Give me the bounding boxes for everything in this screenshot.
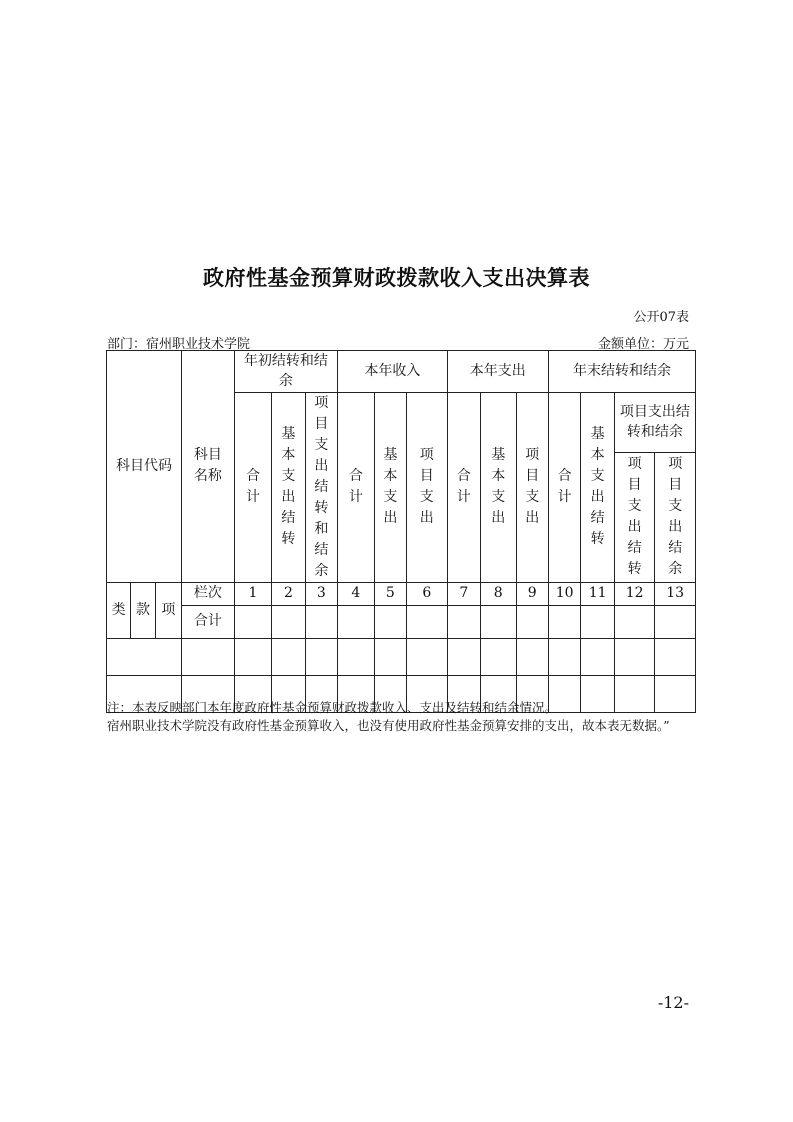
table-cell [182, 638, 235, 675]
expense-project-header: 项目支出 [516, 392, 548, 582]
expense-basic-header: 基本支出 [481, 392, 516, 582]
table-cell [516, 605, 548, 638]
income-basic-header: 基本支出 [374, 392, 406, 582]
income-project-header: 项目支出 [407, 392, 448, 582]
table-cell [234, 605, 272, 638]
table-cell [655, 638, 696, 675]
table-cell [234, 638, 272, 675]
table-note: 注：本表反映部门本年度政府性基金预算财政拨款收入、支出及结转和结余情况。 [107, 700, 558, 715]
col-number: 9 [516, 582, 548, 605]
table-cell [374, 605, 406, 638]
xiang-header: 项 [155, 582, 181, 638]
col-number: 5 [374, 582, 406, 605]
table-cell [655, 605, 696, 638]
col-number: 11 [581, 582, 614, 605]
table-cell [272, 605, 305, 638]
begin-total-header: 合计 [234, 392, 272, 582]
subject-code-header: 科目代码 [107, 351, 182, 583]
table-cell [548, 638, 580, 675]
table-cell [581, 605, 614, 638]
col-number: 4 [338, 582, 374, 605]
table-cell [407, 638, 448, 675]
col-number: 8 [481, 582, 516, 605]
col-number: 12 [614, 582, 655, 605]
table-number: 公开07表 [633, 310, 689, 325]
table-cell [407, 605, 448, 638]
end-project-balance-header: 项目支出结余 [655, 452, 696, 582]
kuan-header: 款 [131, 582, 155, 638]
table-cell [516, 638, 548, 675]
col-number: 1 [234, 582, 272, 605]
group-end-header: 年末结转和结余 [548, 351, 695, 393]
subject-name-header: 科目名称 [182, 351, 235, 583]
col-number: 2 [272, 582, 305, 605]
row-number-label: 栏次 [182, 582, 235, 605]
total-row-label: 合计 [182, 605, 235, 638]
begin-basic-transfer-header: 基本支出结转 [272, 392, 305, 582]
group-begin-header: 年初结转和结余 [234, 351, 337, 393]
group-income-header: 本年收入 [338, 351, 447, 393]
department-label: 部门：宿州职业技术学院 [107, 337, 251, 352]
group-expense-header: 本年支出 [447, 351, 548, 393]
end-project-group-header: 项目支出结转和结余 [614, 392, 695, 452]
expense-total-header: 合计 [447, 392, 480, 582]
table-cell [374, 638, 406, 675]
table-cell [305, 605, 337, 638]
table-cell [655, 675, 696, 712]
income-total-header: 合计 [338, 392, 374, 582]
page-title: 政府性基金预算财政拨款收入支出决算表 [203, 266, 590, 290]
end-total-header: 合计 [548, 392, 580, 582]
col-number: 7 [447, 582, 480, 605]
table-cell [305, 638, 337, 675]
col-number: 13 [655, 582, 696, 605]
table-cell [581, 675, 614, 712]
col-number: 10 [548, 582, 580, 605]
end-basic-transfer-header: 基本支出结转 [581, 392, 614, 582]
table-cell [614, 605, 655, 638]
table-cell [447, 638, 480, 675]
table-cell [481, 638, 516, 675]
table-cell [614, 675, 655, 712]
page-number: -12- [657, 993, 689, 1012]
table-cell [338, 605, 374, 638]
begin-project-header: 项目支出结转和结余 [305, 392, 337, 582]
table-cell [447, 605, 480, 638]
class-header: 类 [107, 582, 131, 638]
end-project-transfer-header: 项目支出结转 [614, 452, 655, 582]
col-number: 6 [407, 582, 448, 605]
table-cell [481, 605, 516, 638]
table-cell [272, 638, 305, 675]
col-number: 3 [305, 582, 337, 605]
table-cell [581, 638, 614, 675]
table-cell [107, 638, 182, 675]
table-cell [548, 605, 580, 638]
no-data-statement: 宿州职业技术学院没有政府性基金预算收入，也没有使用政府性基金预算安排的支出，故本表无数据。” [107, 718, 670, 733]
table-cell [338, 638, 374, 675]
table-cell [614, 638, 655, 675]
amount-unit-label: 金额单位：万元 [597, 337, 689, 352]
budget-table [106, 350, 696, 713]
